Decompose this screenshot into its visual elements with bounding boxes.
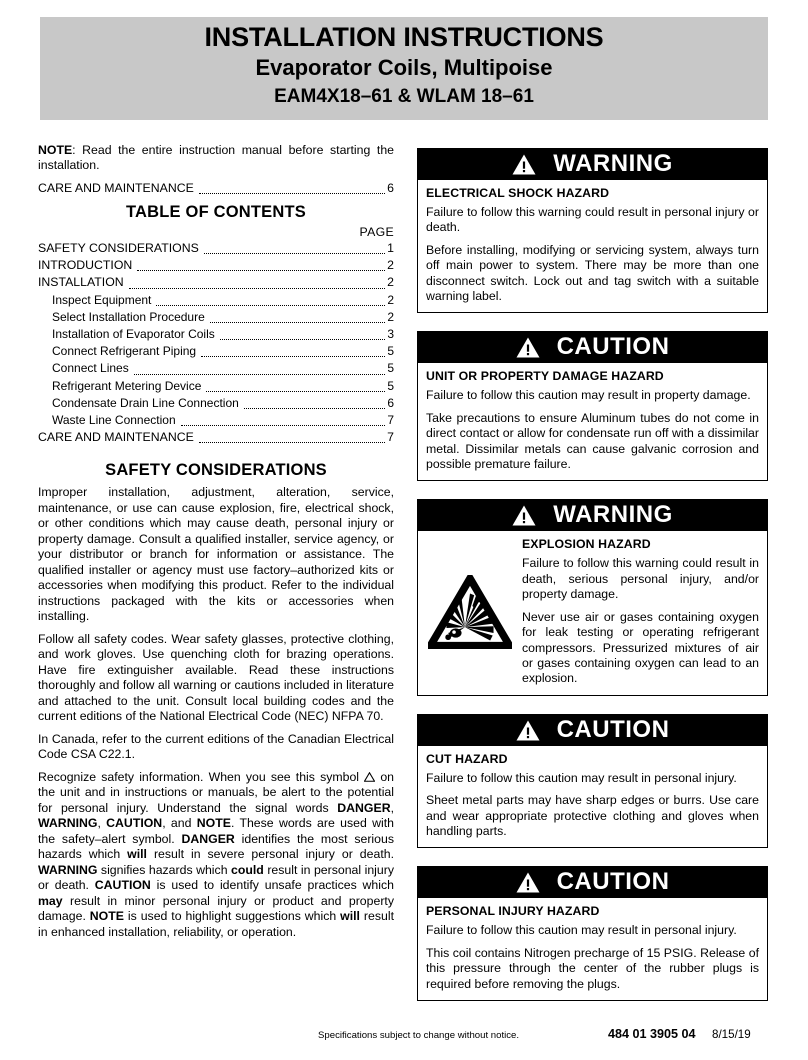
p4-seg-d: , <box>97 816 107 831</box>
toc-page-number: 2 <box>387 292 394 307</box>
toc-leader-dots <box>210 321 386 323</box>
p4-seg-c: , <box>390 800 394 815</box>
alert-paragraph: Failure to follow this warning could result in death, serious personal injury, and/or property damage. <box>522 556 759 602</box>
alert-paragraph: Failure to follow this caution may result in property damage. <box>426 388 751 403</box>
p4-seg-n: result in enhanced installation, reliability, or operation. <box>38 909 394 939</box>
toc-leader-dots <box>201 355 385 357</box>
toc-label: INTRODUCTION <box>38 258 133 273</box>
page-subtitle: Evaporator Coils, Multipoise <box>255 55 553 80</box>
footer-date: 8/15/19 <box>712 1028 751 1041</box>
toc-page-number: 5 <box>387 344 394 359</box>
alert-paragraph: Sheet metal parts may have sharp edges or burrs. Use care and wear appropriate protective clothing and gloves when handling parts. <box>426 793 759 838</box>
safety-alert-triangle-icon <box>364 771 375 781</box>
p4-note-2: NOTE <box>89 909 124 924</box>
left-column <box>38 143 394 940</box>
right-column-alert-stack <box>417 148 768 1019</box>
alert-paragraph: Before installing, modifying or servicing system, always turn off main power to system. There may be more than one disconnect switch. Lock out and tag switch with a suitable warning label. <box>426 242 759 304</box>
toc-page-number: 2 <box>387 275 394 290</box>
alert-header <box>418 500 767 531</box>
alert-box-caution <box>417 866 768 1001</box>
p4-seg-g: identifies the most serious hazards which <box>38 831 394 862</box>
p4-seg-l: result in minor personal injury or product and property damage. <box>38 893 394 924</box>
toc-entry[interactable] <box>38 360 394 377</box>
toc-label: Select Installation Procedure <box>52 309 205 324</box>
toc-leader-dots <box>137 269 385 271</box>
toc-page-number: 5 <box>387 378 394 393</box>
p4-seg-f: . These words are used with the safety–alert symbol. <box>38 816 394 846</box>
footer-specifications-notice: Specifications subject to change without notice. <box>318 1030 520 1041</box>
alert-box-caution <box>417 714 768 849</box>
toc-page-column-label: PAGE <box>359 225 394 240</box>
toc-page-number: 7 <box>387 430 394 445</box>
toc-entry[interactable] <box>38 378 394 395</box>
toc-label: CARE AND MAINTENANCE <box>38 430 194 445</box>
toc-entry[interactable] <box>38 292 394 309</box>
toc-label: Installation of Evaporator Coils <box>52 327 215 342</box>
p4-could: could <box>231 862 264 877</box>
alert-header <box>418 149 767 180</box>
table-of-contents-heading: TABLE OF CONTENTS <box>125 203 306 222</box>
alert-box-warning <box>417 499 768 695</box>
toc-page-number: 3 <box>387 327 394 342</box>
toc-entry[interactable] <box>38 343 394 360</box>
warning-triangle-icon <box>516 720 540 741</box>
toc-page-number: 2 <box>387 258 394 273</box>
safety-paragraph-2: Follow all safety codes. Wear safety glasses, protective clothing, and work gloves. Use quenching cloth for brazing operations. Have fire extinguisher available. Read these instructions thoroughly and follow all warning or cautions included in literature and attached to the unit. Consult local building codes and the current editions of the National Electrical Code (NEC) NFPA 70. <box>38 631 394 724</box>
alert-header <box>418 715 767 746</box>
footer-document-number: 484 01 3905 04 <box>608 1027 696 1041</box>
alert-header <box>418 332 767 363</box>
p4-warning-2: WARNING <box>38 862 98 877</box>
toc-entry[interactable] <box>38 257 394 274</box>
alert-box-caution <box>417 331 768 481</box>
alert-signal-word: CAUTION <box>556 868 670 896</box>
toc-label: Condensate Drain Line Connection <box>52 395 239 410</box>
alert-signal-word: CAUTION <box>556 715 670 743</box>
p4-caution: CAUTION <box>106 816 163 831</box>
note-paragraph <box>38 143 394 174</box>
toc-entry[interactable] <box>38 429 394 446</box>
p4-may: may <box>38 893 63 908</box>
toc-leader-dots <box>181 424 386 426</box>
toc-leader-dots <box>244 407 386 409</box>
safety-paragraph-3: In Canada, refer to the current editions of the Canadian Electrical Code CSA C22.1. <box>38 731 394 762</box>
safety-paragraph-4 <box>38 770 394 941</box>
alert-signal-word: WARNING <box>553 501 673 529</box>
toc-leader-dots <box>156 304 385 306</box>
alert-paragraph: Never use air or gases containing oxygen for leak testing or operating refrigerant compressors. Pressurized mixtures of air or gases containing oxygen can lead to an explosion. <box>522 609 759 686</box>
p4-seg-j: result in personal injury or death. <box>38 862 394 893</box>
toc-page-number: 2 <box>387 309 394 324</box>
alert-header <box>418 867 767 898</box>
p4-seg-k: is used to identify unsafe practices which <box>150 878 394 893</box>
toc-entry[interactable] <box>38 309 394 326</box>
warning-triangle-icon <box>516 337 540 358</box>
alert-hazard-title: EXPLOSION HAZARD <box>522 537 651 552</box>
toc-leader-dots <box>134 373 386 375</box>
p4-note: NOTE <box>196 816 231 831</box>
document-title-band <box>40 17 768 120</box>
alert-body <box>418 898 767 1000</box>
toc-label: SAFETY CONSIDERATIONS <box>38 241 199 256</box>
p4-seg-i: signifies hazards which <box>97 862 232 877</box>
toc-label: INSTALLATION <box>38 275 124 290</box>
alert-box-warning <box>417 148 768 313</box>
alert-signal-word: CAUTION <box>556 333 670 361</box>
warning-triangle-icon <box>516 872 540 893</box>
alert-hazard-title: PERSONAL INJURY HAZARD <box>426 904 600 919</box>
toc-leader-dots <box>199 441 385 443</box>
alert-paragraph: Take precautions to ensure Aluminum tubes do not come in direct contact or allow for condensate run off with a dissimilar metal. Dissimilar metals can cause galvanic corrosion and possible premature failure. <box>426 410 759 472</box>
toc-leader-dots <box>204 252 385 254</box>
toc-leader-dots <box>129 287 386 289</box>
alert-signal-word: WARNING <box>553 150 673 177</box>
toc-label: Refrigerant Metering Device <box>52 378 202 393</box>
toc-label: CARE AND MAINTENANCE <box>38 180 194 195</box>
alert-body <box>418 363 767 480</box>
alert-paragraph: Failure to follow this caution may result in personal injury. <box>426 770 737 785</box>
alert-paragraph: Failure to follow this caution may result in personal injury. <box>426 923 737 938</box>
p4-will-2: will <box>340 909 360 924</box>
toc-entry[interactable] <box>38 395 394 412</box>
p4-danger-2: DANGER <box>181 831 235 846</box>
toc-entry-care-maintenance-top[interactable] <box>38 180 394 197</box>
safety-considerations-heading: SAFETY CONSIDERATIONS <box>105 461 327 480</box>
page-title: INSTALLATION INSTRUCTIONS <box>204 22 604 52</box>
page-model-numbers: EAM4X18–61 & WLAM 18–61 <box>274 86 534 107</box>
toc-page-number: 5 <box>387 361 394 376</box>
toc-leader-dots <box>220 338 386 340</box>
safety-paragraph-1: Improper installation, adjustment, alteration, service, maintenance, or use can cause explosion, fire, electrical shock, or other conditions which may cause death, personal injury or property damage. Consult a qualified installer, service agency, or your distributor or branch for information or assistance. The qualified installer or agency must use factory–authorized kits or accessories when modifying this product. Refer to the individual instructions packaged with the kits or accessories when installing. <box>38 485 394 624</box>
alert-hazard-title: ELECTRICAL SHOCK HAZARD <box>426 186 610 200</box>
toc-page-number: 1 <box>387 241 394 256</box>
page-footer <box>0 1027 808 1047</box>
toc-entry[interactable] <box>38 412 394 429</box>
toc-label: Waste Line Connection <box>52 413 176 428</box>
toc-label: Connect Lines <box>52 361 129 376</box>
toc-page-number: 6 <box>387 395 394 410</box>
alert-text-cell <box>522 537 759 686</box>
note-text: : Read the entire instruction manual before starting the installation. <box>38 143 394 173</box>
p4-will: will <box>127 847 147 862</box>
toc-label: Inspect Equipment <box>52 292 152 307</box>
p4-warning: WARNING <box>38 816 98 831</box>
explosion-hazard-icon <box>428 575 512 649</box>
toc-entry[interactable] <box>38 326 394 343</box>
table-of-contents-list <box>38 240 394 446</box>
alert-body <box>418 180 767 312</box>
p4-seg-e: , and <box>162 816 197 831</box>
p4-seg-m: is used to highlight suggestions which <box>123 909 341 924</box>
note-label: NOTE <box>38 143 73 157</box>
toc-leader-dots <box>206 390 385 392</box>
warning-triangle-icon <box>512 505 536 526</box>
toc-label: Connect Refrigerant Piping <box>52 344 197 359</box>
explosion-hazard-icon <box>424 575 516 649</box>
warning-triangle-icon <box>512 154 536 175</box>
alert-body <box>418 531 767 694</box>
toc-entry[interactable] <box>38 274 394 291</box>
alert-body <box>418 746 767 848</box>
p4-seg-b: on the unit and in instructions or manuals, be alert to the potential for personal injury. Understand the signal words <box>38 769 394 815</box>
p4-caution-2: CAUTION <box>94 878 151 893</box>
alert-hazard-title: CUT HAZARD <box>426 751 508 766</box>
p4-danger: DANGER <box>337 800 391 815</box>
alert-paragraph: Failure to follow this warning could result in personal injury or death. <box>426 205 759 235</box>
toc-page-number: 7 <box>387 413 394 428</box>
toc-page-number: 6 <box>387 180 394 195</box>
p4-seg-h: result in severe personal injury or death. <box>146 847 394 862</box>
alert-hazard-title: UNIT OR PROPERTY DAMAGE HAZARD <box>426 369 664 384</box>
toc-entry[interactable] <box>38 240 394 257</box>
p4-seg-a: Recognize safety information. When you see this symbol <box>38 769 365 784</box>
alert-paragraph: This coil contains Nitrogen precharge of 15 PSIG. Release of this pressure through the center of the rubber plugs is required before removing the plugs. <box>426 945 759 991</box>
toc-leader-dots <box>199 192 385 194</box>
